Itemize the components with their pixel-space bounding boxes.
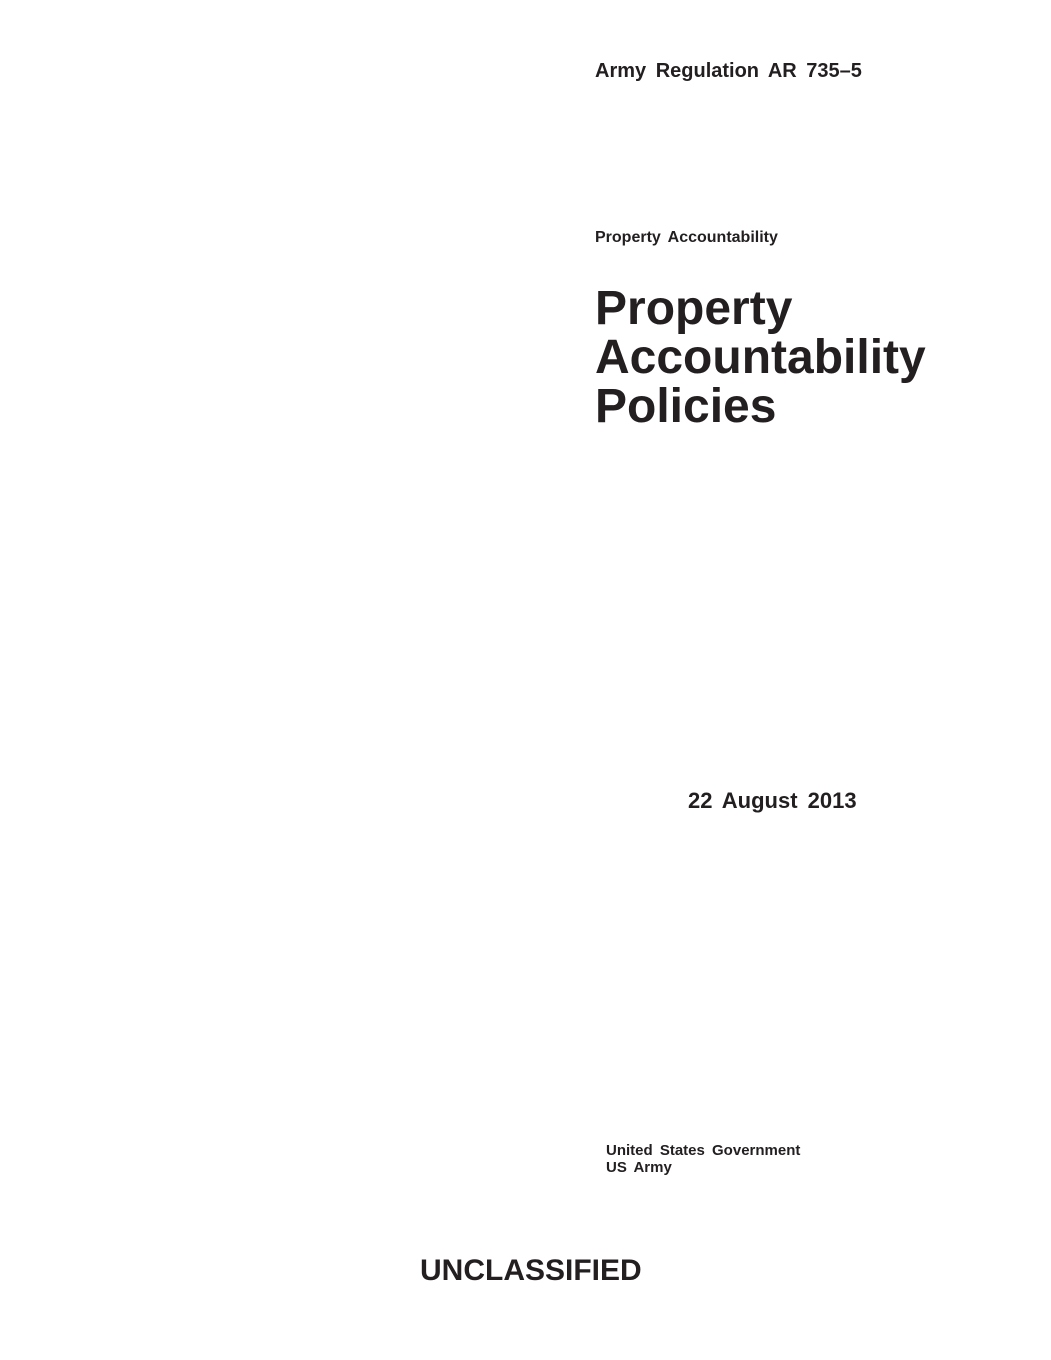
publisher-block (606, 1142, 800, 1176)
title-line: Policies (595, 380, 777, 433)
classification-marking: UNCLASSIFIED (420, 1254, 642, 1287)
subject-heading: Property Accountability (595, 229, 778, 246)
publisher-line: US Army (606, 1159, 672, 1176)
regulation-number: Army Regulation AR 735–5 (595, 60, 862, 82)
publication-date: 22 August 2013 (688, 788, 857, 813)
title-line: Property (595, 282, 793, 335)
document-title (595, 284, 926, 431)
publisher-line: United States Government (606, 1142, 801, 1159)
title-line: Accountability (595, 331, 926, 384)
